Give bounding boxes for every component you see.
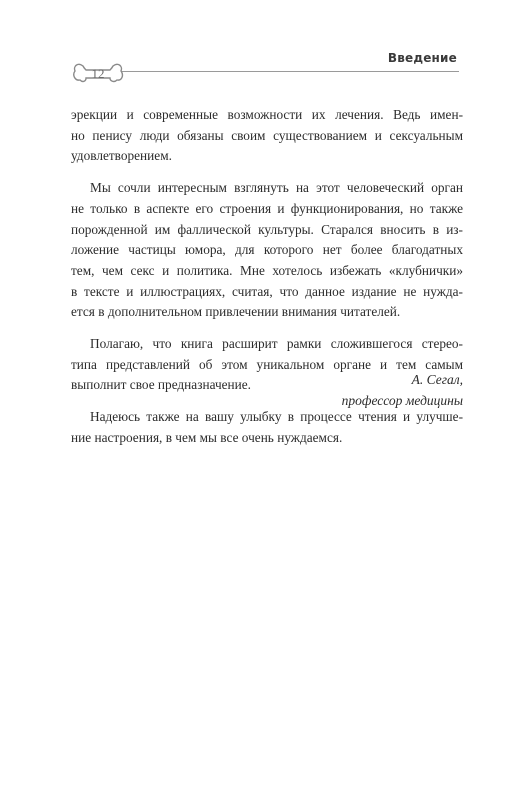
text-line: Полагаю, что книга расширит рамки сложившегося стерео-: [90, 336, 463, 352]
text-line: порожденной им фаллической культуры. Старался вносить в из-: [71, 221, 463, 237]
paragraph: [71, 407, 463, 448]
text-line: удовлетворением.: [71, 148, 172, 164]
header-rule: [118, 71, 459, 72]
paragraph: [71, 105, 463, 167]
text-line: ложение частицы юмора, для которого нет более благодатных: [71, 242, 463, 258]
author-title: профессор медицины: [341, 392, 463, 408]
page-number: 12: [91, 66, 105, 81]
text-line: не только в аспекте его строения и функционирования, но также: [71, 200, 463, 216]
text-line: тем, чем секс и политика. Мне хотелось избежать «клубнички»: [71, 262, 463, 278]
text-line: Мы сочли интересным взглянуть на этот человеческий орган: [90, 180, 463, 196]
paragraph: [71, 178, 463, 323]
text-line: типа представлений об этом уникальном органе и тем самым: [71, 356, 463, 372]
text-line: ется в дополнительном привлечении внимания читателей.: [71, 304, 401, 320]
signature: [342, 370, 463, 411]
text-line: эрекции и современные возможности их лечения. Ведь имен-: [71, 107, 463, 122]
text-line: ние настроения, в чем мы все очень нуждаемся.: [71, 429, 343, 445]
text-line: выполнит свое предназначение.: [71, 377, 251, 393]
running-head: Введение: [387, 51, 457, 65]
text-line: в тексте и иллюстрациях, считая, что данное издание не нужда-: [71, 283, 463, 299]
text-line: но пенису люди обязаны своим существованием и сексуальным: [71, 127, 463, 143]
text-line: Надеюсь также на вашу улыбку в процессе чтения и улучше-: [90, 409, 463, 425]
author-name: А. Сегал,: [411, 372, 463, 387]
